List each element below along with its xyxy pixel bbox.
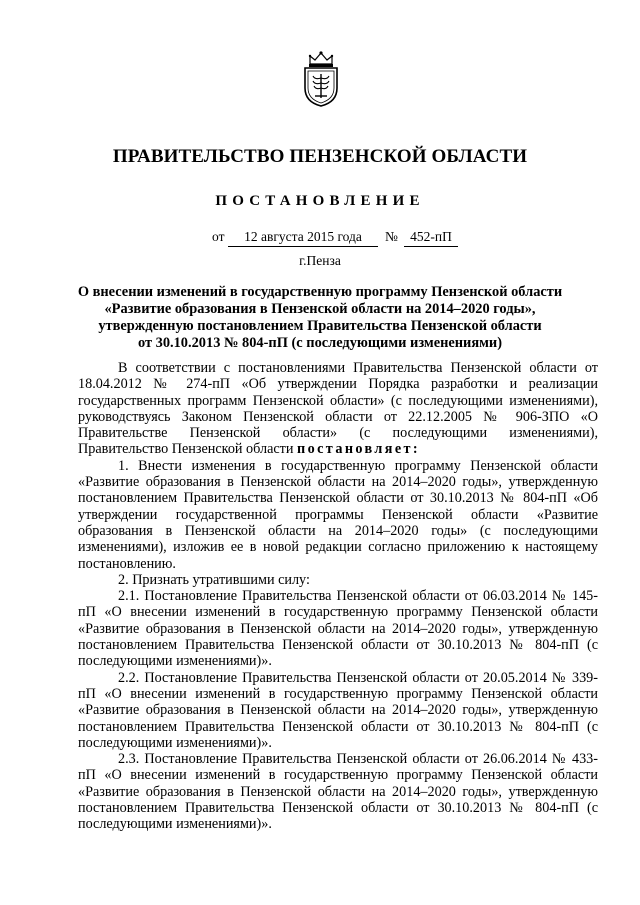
item-2-3-paragraph: 2.3. Постановление Правительства Пензенской области от 26.06.2014 № 433-пП «О внесении изменений в государственную программу Пензенской области «Развитие образования в Пензенской области на 2014–2020 годы», утвержденную постановлением Правительства Пензенской области от 30.10.2013 № 804-пП (с последующими изменениями)». [78, 751, 598, 833]
item-2-2-paragraph: 2.2. Постановление Правительства Пензенской области от 20.05.2014 № 339-пП «О внесении изменений в государственную программу Пензенской области «Развитие образования в Пензенской области на 2014–2020 годы», утвержденную постановлением Правительства Пензенской области от 30.10.2013 № 804-пП (с последующими изменениями)». [78, 669, 598, 751]
subject-line: «Развитие образования в Пензенской области на 2014–2020 годы», [104, 301, 536, 317]
item-2-paragraph: 2. Признать утратившими силу: [118, 571, 310, 588]
date-from-label: от [212, 229, 225, 244]
preamble-paragraph [78, 360, 598, 458]
subject-line: от 30.10.2013 № 804-пП (с последующими изменениями) [137, 335, 503, 351]
decree-number: 452-пП [404, 229, 458, 247]
decree-body [78, 360, 598, 833]
decree-word: постановляет: [297, 441, 421, 458]
government-title: ПРАВИТЕЛЬСТВО ПЕНЗЕНСКОЙ ОБЛАСТИ [112, 146, 528, 167]
item-1-paragraph: 1. Внести изменения в государственную программу Пензенской области «Развитие образования в Пензенской области на 2014–2020 годы», утвержденную постановлением Правительства Пензенской области от 30.10.2013 № 804-пП «Об утверждении государственной программы Пензенской области «Развитие образования в Пензенской области на 2014–2020 годы» (с последующими изменениями), изложив ее в новой редакции согласно приложению к настоящему постановлению. [78, 457, 598, 572]
document-type: ПОСТАНОВЛЕНИЕ [215, 193, 425, 209]
preamble-text: В соответствии с постановлениями Правительства Пензенской области от 18.04.2012 № 274-пП «Об утверждении Порядка разработки и реализации государственных программ Пензенской области» (с последующими изменениями), руководствуясь Законом Пензенской области от 22.12.2005 № 906-ЗПО «О Правительстве Пензенской области» (с последующими изменениями), Правительство Пензенской области [78, 360, 598, 458]
subject-line: О внесении изменений в государственную программу Пензенской области [77, 284, 563, 300]
number-label: № [385, 229, 398, 244]
subject-line: утвержденную постановлением Правительства Пензенской области [98, 318, 542, 334]
city: г.Пенза [299, 253, 341, 268]
decree-date: 12 августа 2015 года [228, 229, 378, 247]
item-2-1-paragraph: 2.1. Постановление Правительства Пензенской области от 06.03.2014 № 145-пП «О внесении изменений в государственную программу Пензенской области «Развитие образования в Пензенской области на 2014–2020 годы», утвержденную постановлением Правительства Пензенской области от 30.10.2013 № 804-пП (с последующими изменениями)». [78, 588, 598, 670]
decree-subject [60, 284, 580, 352]
coat-of-arms-icon [301, 50, 341, 108]
